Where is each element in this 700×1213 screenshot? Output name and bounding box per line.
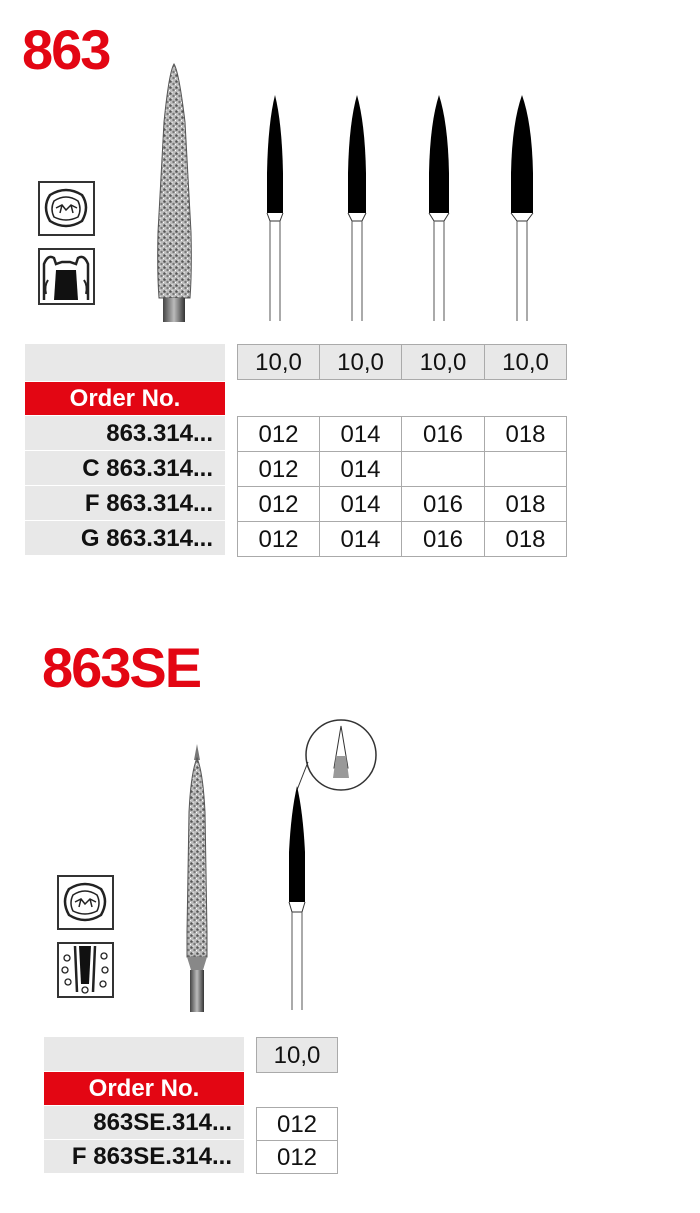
table1-row-label: C 863.314... <box>25 451 225 486</box>
table1-row-label: 863.314... <box>25 416 225 451</box>
size-cell: 012 <box>256 1107 338 1141</box>
size-cell: 012 <box>237 521 320 557</box>
occlusal-preparation-icon <box>57 875 114 930</box>
table1-order-no-label: Order No. <box>25 382 225 416</box>
size-cell: 012 <box>237 451 320 487</box>
table2-row-label: 863SE.314... <box>44 1106 244 1140</box>
size-cell: 018 <box>484 521 567 557</box>
working-length-cell: 10,0 <box>484 344 567 380</box>
working-length-cell: 10,0 <box>401 344 485 380</box>
size-cell: 016 <box>401 521 485 557</box>
size-cell: 018 <box>484 416 567 452</box>
size-cell: 014 <box>319 521 402 557</box>
working-length-cell: 10,0 <box>319 344 402 380</box>
endodontic-access-icon <box>57 942 114 998</box>
size-cell <box>484 451 567 487</box>
working-length-cell: 10,0 <box>256 1037 338 1073</box>
occlusal-preparation-icon <box>38 181 95 236</box>
crown-preparation-icon <box>38 248 95 305</box>
working-length-cell: 10,0 <box>237 344 320 380</box>
size-cell: 018 <box>484 486 567 522</box>
size-cell: 012 <box>237 486 320 522</box>
size-cell: 014 <box>319 416 402 452</box>
bur-silhouette-2 <box>342 93 372 321</box>
size-cell: 014 <box>319 451 402 487</box>
bur-silhouette-1 <box>260 93 290 321</box>
table2-header-blank <box>44 1037 244 1072</box>
bur-silhouette-4 <box>505 93 539 321</box>
table2-order-no-label: Order No. <box>44 1072 244 1106</box>
bur-silhouette-863se <box>285 712 375 1012</box>
size-cell: 014 <box>319 486 402 522</box>
table1-row-label: G 863.314... <box>25 521 225 556</box>
diamond-bur-863se-image <box>172 742 222 1012</box>
product-title-863: 863 <box>22 18 110 81</box>
size-cell: 012 <box>237 416 320 452</box>
size-cell: 016 <box>401 416 485 452</box>
table1-row-label: F 863.314... <box>25 486 225 521</box>
table1-header-blank <box>25 344 225 382</box>
size-cell <box>401 451 485 487</box>
size-cell: 012 <box>256 1140 338 1174</box>
size-cell: 016 <box>401 486 485 522</box>
diamond-bur-863-image <box>145 62 205 322</box>
table2-row-label: F 863SE.314... <box>44 1140 244 1174</box>
product-title-863se: 863SE <box>42 636 201 699</box>
bur-silhouette-3 <box>423 93 455 321</box>
